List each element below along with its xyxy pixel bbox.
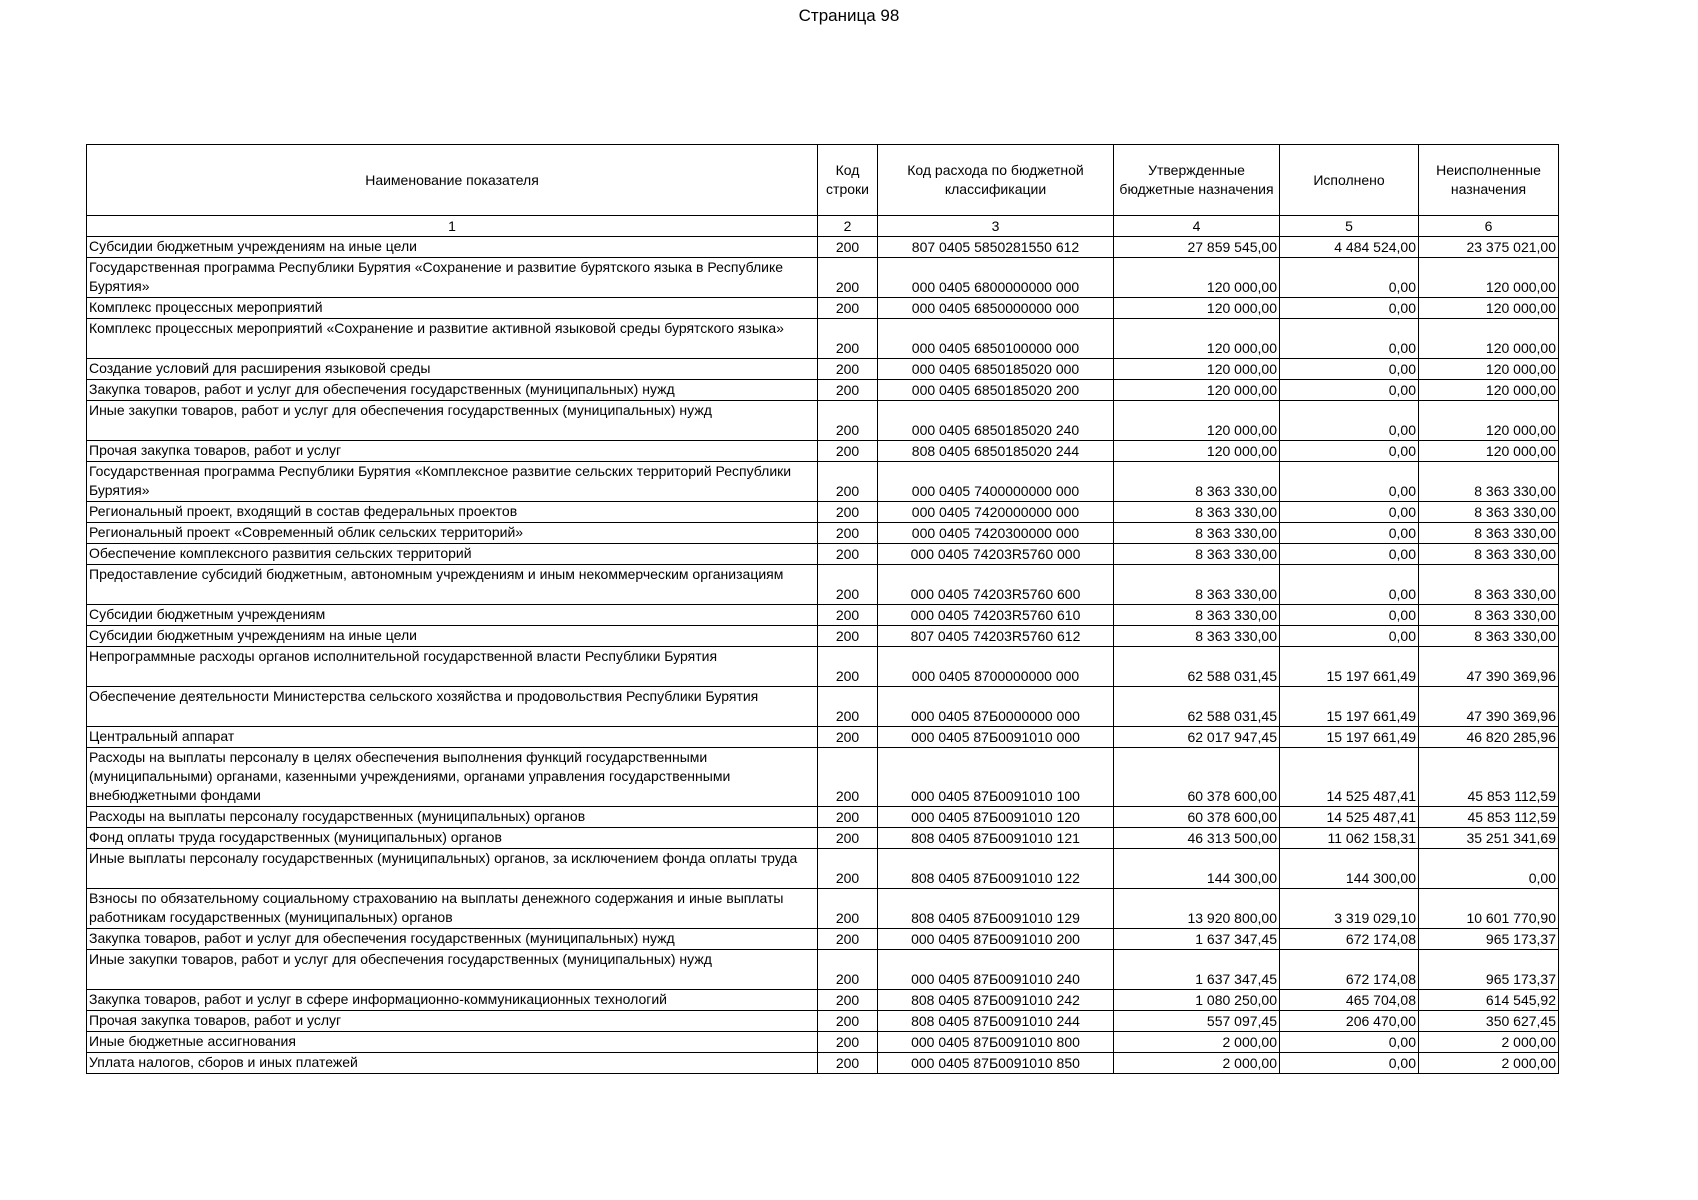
table-row (87, 647, 1559, 687)
row-executed: 0,00 (1280, 605, 1419, 626)
row-unexecuted: 614 545,92 (1419, 990, 1559, 1011)
row-executed: 0,00 (1280, 1032, 1419, 1053)
row-class-code: 000 0405 74203R5760 610 (878, 605, 1114, 626)
row-name: Иные закупки товаров, работ и услуг для обеспечения государственных (муниципальных) нужд (87, 401, 818, 441)
row-approved: 120 000,00 (1114, 298, 1280, 319)
row-approved: 120 000,00 (1114, 258, 1280, 298)
row-name: Иные бюджетные ассигнования (87, 1032, 818, 1053)
table-row (87, 828, 1559, 849)
row-name: Предоставление субсидий бюджетным, автономным учреждениям и иным некоммерческим организациям (87, 565, 818, 605)
row-line-code: 200 (818, 849, 878, 889)
row-unexecuted: 120 000,00 (1419, 441, 1559, 462)
row-line-code: 200 (818, 380, 878, 401)
row-unexecuted: 120 000,00 (1419, 319, 1559, 359)
row-name: Расходы на выплаты персоналу в целях обеспечения выполнения функций государственными (муниципальными) органами, казенными учреждениями, органами управления государственными внебюджетными фондами (87, 748, 818, 807)
row-unexecuted: 46 820 285,96 (1419, 727, 1559, 748)
header-class-code: Код расхода по бюджетной классификации (878, 145, 1114, 216)
row-approved: 60 378 600,00 (1114, 748, 1280, 807)
column-number: 1 (87, 216, 818, 237)
table-row (87, 237, 1559, 258)
budget-report-table (86, 144, 1559, 1074)
row-line-code: 200 (818, 565, 878, 605)
row-approved: 62 017 947,45 (1114, 727, 1280, 748)
table-row (87, 929, 1559, 950)
row-approved: 1 080 250,00 (1114, 990, 1280, 1011)
header-name: Наименование показателя (87, 145, 818, 216)
row-approved: 8 363 330,00 (1114, 523, 1280, 544)
row-name: Закупка товаров, работ и услуг для обеспечения государственных (муниципальных) нужд (87, 380, 818, 401)
row-approved: 120 000,00 (1114, 359, 1280, 380)
row-name: Субсидии бюджетным учреждениям (87, 605, 818, 626)
row-class-code: 000 0405 6850185020 000 (878, 359, 1114, 380)
row-approved: 120 000,00 (1114, 380, 1280, 401)
header-line-code: Код строки (818, 145, 878, 216)
row-name: Фонд оплаты труда государственных (муниципальных) органов (87, 828, 818, 849)
table-row (87, 523, 1559, 544)
row-unexecuted: 10 601 770,90 (1419, 889, 1559, 929)
row-executed: 4 484 524,00 (1280, 237, 1419, 258)
row-approved: 62 588 031,45 (1114, 687, 1280, 727)
row-line-code: 200 (818, 319, 878, 359)
row-executed: 0,00 (1280, 298, 1419, 319)
row-class-code: 000 0405 6850000000 000 (878, 298, 1114, 319)
row-name: Центральный аппарат (87, 727, 818, 748)
row-approved: 2 000,00 (1114, 1053, 1280, 1074)
row-executed: 0,00 (1280, 359, 1419, 380)
row-executed: 0,00 (1280, 258, 1419, 298)
row-unexecuted: 23 375 021,00 (1419, 237, 1559, 258)
row-unexecuted: 120 000,00 (1419, 359, 1559, 380)
row-class-code: 000 0405 7400000000 000 (878, 462, 1114, 502)
table-row (87, 462, 1559, 502)
row-class-code: 000 0405 6850185020 240 (878, 401, 1114, 441)
row-approved: 8 363 330,00 (1114, 626, 1280, 647)
row-name: Иные выплаты персоналу государственных (муниципальных) органов, за исключением фонда оплаты труда (87, 849, 818, 889)
table-row (87, 889, 1559, 929)
header-unexecuted: Неисполненные назначения (1419, 145, 1559, 216)
row-line-code: 200 (818, 605, 878, 626)
row-line-code: 200 (818, 647, 878, 687)
row-approved: 120 000,00 (1114, 319, 1280, 359)
row-unexecuted: 350 627,45 (1419, 1011, 1559, 1032)
row-approved: 557 097,45 (1114, 1011, 1280, 1032)
row-class-code: 000 0405 7420300000 000 (878, 523, 1114, 544)
row-unexecuted: 965 173,37 (1419, 950, 1559, 990)
row-line-code: 200 (818, 441, 878, 462)
row-approved: 62 588 031,45 (1114, 647, 1280, 687)
row-name: Непрограммные расходы органов исполнительной государственной власти Республики Бурятия (87, 647, 818, 687)
row-executed: 0,00 (1280, 441, 1419, 462)
row-name: Обеспечение комплексного развития сельских территорий (87, 544, 818, 565)
row-unexecuted: 120 000,00 (1419, 380, 1559, 401)
row-name: Региональный проект «Современный облик сельских территорий» (87, 523, 818, 544)
row-approved: 120 000,00 (1114, 441, 1280, 462)
row-line-code: 200 (818, 748, 878, 807)
row-name: Обеспечение деятельности Министерства сельского хозяйства и продовольствия Республики Бурятия (87, 687, 818, 727)
row-class-code: 000 0405 87Б0091010 800 (878, 1032, 1114, 1053)
table-row (87, 502, 1559, 523)
row-executed: 144 300,00 (1280, 849, 1419, 889)
row-class-code: 808 0405 87Б0091010 129 (878, 889, 1114, 929)
row-unexecuted: 47 390 369,96 (1419, 647, 1559, 687)
row-executed: 672 174,08 (1280, 929, 1419, 950)
header-executed: Исполнено (1280, 145, 1419, 216)
row-approved: 120 000,00 (1114, 401, 1280, 441)
row-class-code: 807 0405 74203R5760 612 (878, 626, 1114, 647)
row-executed: 0,00 (1280, 523, 1419, 544)
table-row (87, 380, 1559, 401)
row-executed: 465 704,08 (1280, 990, 1419, 1011)
row-unexecuted: 965 173,37 (1419, 929, 1559, 950)
row-unexecuted: 120 000,00 (1419, 258, 1559, 298)
row-class-code: 807 0405 5850281550 612 (878, 237, 1114, 258)
row-approved: 1 637 347,45 (1114, 950, 1280, 990)
row-unexecuted: 120 000,00 (1419, 298, 1559, 319)
row-class-code: 000 0405 87Б0091010 850 (878, 1053, 1114, 1074)
table-row (87, 950, 1559, 990)
row-line-code: 200 (818, 687, 878, 727)
row-name: Закупка товаров, работ и услуг в сфере информационно-коммуникационных технологий (87, 990, 818, 1011)
row-line-code: 200 (818, 401, 878, 441)
row-line-code: 200 (818, 1053, 878, 1074)
row-approved: 13 920 800,00 (1114, 889, 1280, 929)
row-executed: 15 197 661,49 (1280, 647, 1419, 687)
table-row (87, 727, 1559, 748)
row-class-code: 808 0405 87Б0091010 244 (878, 1011, 1114, 1032)
row-unexecuted: 8 363 330,00 (1419, 626, 1559, 647)
table-row (87, 359, 1559, 380)
table-row (87, 565, 1559, 605)
table-body (87, 237, 1559, 1074)
row-name: Расходы на выплаты персоналу государственных (муниципальных) органов (87, 807, 818, 828)
row-line-code: 200 (818, 502, 878, 523)
row-name: Создание условий для расширения языковой среды (87, 359, 818, 380)
row-line-code: 200 (818, 523, 878, 544)
header-row (87, 145, 1559, 216)
row-name: Субсидии бюджетным учреждениям на иные цели (87, 626, 818, 647)
row-class-code: 000 0405 87Б0091010 120 (878, 807, 1114, 828)
row-unexecuted: 45 853 112,59 (1419, 807, 1559, 828)
row-unexecuted: 120 000,00 (1419, 401, 1559, 441)
row-executed: 0,00 (1280, 462, 1419, 502)
row-unexecuted: 8 363 330,00 (1419, 605, 1559, 626)
column-number: 5 (1280, 216, 1419, 237)
row-class-code: 808 0405 87Б0091010 121 (878, 828, 1114, 849)
row-executed: 0,00 (1280, 380, 1419, 401)
row-unexecuted: 8 363 330,00 (1419, 502, 1559, 523)
row-approved: 144 300,00 (1114, 849, 1280, 889)
table-row (87, 1053, 1559, 1074)
row-class-code: 000 0405 8700000000 000 (878, 647, 1114, 687)
row-line-code: 200 (818, 727, 878, 748)
row-unexecuted: 8 363 330,00 (1419, 565, 1559, 605)
row-class-code: 808 0405 87Б0091010 122 (878, 849, 1114, 889)
row-unexecuted: 8 363 330,00 (1419, 523, 1559, 544)
row-executed: 14 525 487,41 (1280, 748, 1419, 807)
row-approved: 60 378 600,00 (1114, 807, 1280, 828)
row-executed: 15 197 661,49 (1280, 727, 1419, 748)
row-line-code: 200 (818, 359, 878, 380)
row-unexecuted: 35 251 341,69 (1419, 828, 1559, 849)
header-approved: Утвержденные бюджетные назначения (1114, 145, 1280, 216)
table-row (87, 544, 1559, 565)
row-line-code: 200 (818, 1032, 878, 1053)
row-name: Закупка товаров, работ и услуг для обеспечения государственных (муниципальных) нужд (87, 929, 818, 950)
row-name: Комплекс процессных мероприятий (87, 298, 818, 319)
row-class-code: 000 0405 87Б0000000 000 (878, 687, 1114, 727)
row-unexecuted: 2 000,00 (1419, 1053, 1559, 1074)
table-row (87, 258, 1559, 298)
row-executed: 0,00 (1280, 1053, 1419, 1074)
column-number: 3 (878, 216, 1114, 237)
row-line-code: 200 (818, 544, 878, 565)
row-class-code: 808 0405 6850185020 244 (878, 441, 1114, 462)
row-unexecuted: 47 390 369,96 (1419, 687, 1559, 727)
table-row (87, 807, 1559, 828)
row-unexecuted: 0,00 (1419, 849, 1559, 889)
row-approved: 46 313 500,00 (1114, 828, 1280, 849)
row-approved: 8 363 330,00 (1114, 462, 1280, 502)
row-name: Субсидии бюджетным учреждениям на иные цели (87, 237, 818, 258)
row-class-code: 000 0405 7420000000 000 (878, 502, 1114, 523)
row-line-code: 200 (818, 990, 878, 1011)
row-class-code: 000 0405 74203R5760 600 (878, 565, 1114, 605)
row-executed: 14 525 487,41 (1280, 807, 1419, 828)
row-name: Уплата налогов, сборов и иных платежей (87, 1053, 818, 1074)
table-row (87, 441, 1559, 462)
row-executed: 0,00 (1280, 565, 1419, 605)
row-name: Региональный проект, входящий в состав федеральных проектов (87, 502, 818, 523)
row-class-code: 000 0405 74203R5760 000 (878, 544, 1114, 565)
table-row (87, 626, 1559, 647)
table-row (87, 401, 1559, 441)
row-approved: 8 363 330,00 (1114, 565, 1280, 605)
table-row (87, 849, 1559, 889)
row-line-code: 200 (818, 462, 878, 502)
row-approved: 1 637 347,45 (1114, 929, 1280, 950)
row-line-code: 200 (818, 929, 878, 950)
row-name: Государственная программа Республики Бурятия «Сохранение и развитие бурятского языка в Республике Бурятия» (87, 258, 818, 298)
column-number: 2 (818, 216, 878, 237)
row-executed: 0,00 (1280, 401, 1419, 441)
row-line-code: 200 (818, 828, 878, 849)
row-unexecuted: 45 853 112,59 (1419, 748, 1559, 807)
row-executed: 0,00 (1280, 544, 1419, 565)
row-name: Иные закупки товаров, работ и услуг для обеспечения государственных (муниципальных) нужд (87, 950, 818, 990)
row-class-code: 000 0405 6800000000 000 (878, 258, 1114, 298)
table-row (87, 990, 1559, 1011)
row-executed: 15 197 661,49 (1280, 687, 1419, 727)
row-line-code: 200 (818, 626, 878, 647)
row-line-code: 200 (818, 1011, 878, 1032)
row-class-code: 808 0405 87Б0091010 242 (878, 990, 1114, 1011)
row-executed: 0,00 (1280, 502, 1419, 523)
row-line-code: 200 (818, 950, 878, 990)
page-title: Страница 98 (798, 6, 900, 25)
row-name: Прочая закупка товаров, работ и услуг (87, 441, 818, 462)
row-approved: 27 859 545,00 (1114, 237, 1280, 258)
row-unexecuted: 2 000,00 (1419, 1032, 1559, 1053)
row-approved: 8 363 330,00 (1114, 502, 1280, 523)
row-line-code: 200 (818, 889, 878, 929)
column-number: 4 (1114, 216, 1280, 237)
row-line-code: 200 (818, 237, 878, 258)
row-name: Комплекс процессных мероприятий «Сохранение и развитие активной языковой среды бурятского языка» (87, 319, 818, 359)
row-executed: 0,00 (1280, 626, 1419, 647)
column-number: 6 (1419, 216, 1559, 237)
row-approved: 8 363 330,00 (1114, 544, 1280, 565)
row-executed: 11 062 158,31 (1280, 828, 1419, 849)
table-row (87, 1011, 1559, 1032)
row-executed: 206 470,00 (1280, 1011, 1419, 1032)
row-class-code: 000 0405 87Б0091010 100 (878, 748, 1114, 807)
table-row (87, 605, 1559, 626)
column-number-row (87, 216, 1559, 237)
row-name: Прочая закупка товаров, работ и услуг (87, 1011, 818, 1032)
table-row (87, 319, 1559, 359)
row-approved: 8 363 330,00 (1114, 605, 1280, 626)
table-row (87, 1032, 1559, 1053)
row-name: Взносы по обязательному социальному страхованию на выплаты денежного содержания и иные выплаты работникам государственных (муниципальных) органов (87, 889, 818, 929)
row-class-code: 000 0405 6850185020 200 (878, 380, 1114, 401)
row-executed: 672 174,08 (1280, 950, 1419, 990)
row-line-code: 200 (818, 258, 878, 298)
row-class-code: 000 0405 87Б0091010 000 (878, 727, 1114, 748)
row-class-code: 000 0405 87Б0091010 240 (878, 950, 1114, 990)
row-line-code: 200 (818, 807, 878, 828)
row-class-code: 000 0405 6850100000 000 (878, 319, 1114, 359)
row-line-code: 200 (818, 298, 878, 319)
row-approved: 2 000,00 (1114, 1032, 1280, 1053)
row-unexecuted: 8 363 330,00 (1419, 544, 1559, 565)
row-class-code: 000 0405 87Б0091010 200 (878, 929, 1114, 950)
table-row (87, 748, 1559, 807)
table-row (87, 687, 1559, 727)
table-row (87, 298, 1559, 319)
row-executed: 0,00 (1280, 319, 1419, 359)
row-name: Государственная программа Республики Бурятия «Комплексное развитие сельских территорий Республики Бурятия» (87, 462, 818, 502)
row-executed: 3 319 029,10 (1280, 889, 1419, 929)
row-unexecuted: 8 363 330,00 (1419, 462, 1559, 502)
